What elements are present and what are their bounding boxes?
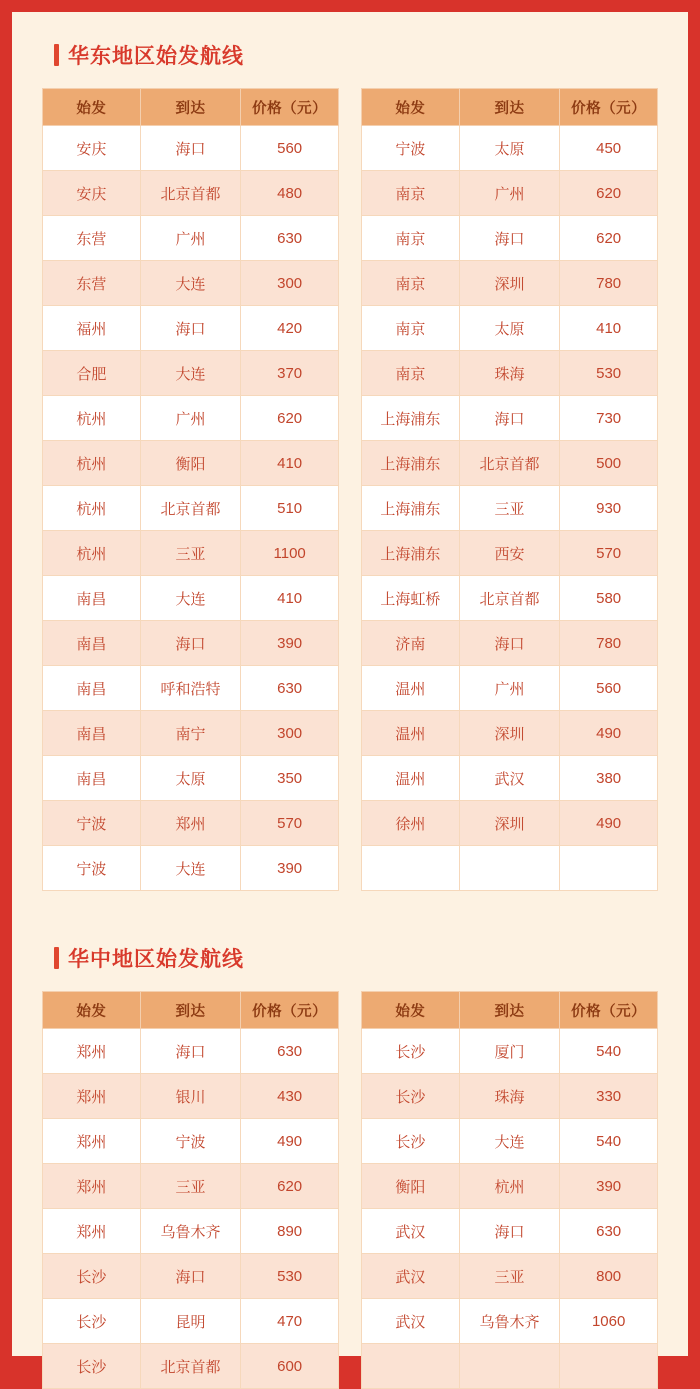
cell-to: 深圳 <box>459 261 560 306</box>
cell-price: 630 <box>241 666 339 711</box>
table-row <box>43 711 339 756</box>
section-central-china <box>42 943 658 1389</box>
table-row <box>43 531 339 576</box>
section-heading: 华东地区始发航线 <box>68 45 244 68</box>
cell-to <box>459 1344 560 1389</box>
cell-price: 410 <box>241 576 339 621</box>
column-header-from: 始发 <box>43 992 141 1029</box>
cell-price: 490 <box>560 801 658 846</box>
table-row <box>43 801 339 846</box>
cell-price: 570 <box>560 531 658 576</box>
cell-price: 530 <box>241 1254 339 1299</box>
table-row <box>43 1029 339 1074</box>
cell-from: 南京 <box>362 171 460 216</box>
cell-price: 890 <box>241 1209 339 1254</box>
table-row <box>43 261 339 306</box>
cell-from: 长沙 <box>362 1029 460 1074</box>
table-row <box>362 666 658 711</box>
table-row <box>43 1254 339 1299</box>
cell-to: 三亚 <box>140 531 241 576</box>
cell-to: 北京首都 <box>140 171 241 216</box>
cell-to: 海口 <box>140 621 241 666</box>
cell-to: 杭州 <box>459 1164 560 1209</box>
cell-price: 600 <box>241 1344 339 1389</box>
table-row <box>362 1029 658 1074</box>
cell-from: 长沙 <box>362 1074 460 1119</box>
cell-to: 太原 <box>459 126 560 171</box>
cell-to: 三亚 <box>140 1164 241 1209</box>
cell-to: 乌鲁木齐 <box>140 1209 241 1254</box>
cell-to: 银川 <box>140 1074 241 1119</box>
table-row <box>43 126 339 171</box>
table-row <box>362 486 658 531</box>
table-row <box>362 1254 658 1299</box>
table-row <box>362 576 658 621</box>
cell-from: 杭州 <box>43 396 141 441</box>
cell-from: 温州 <box>362 666 460 711</box>
cell-to: 广州 <box>459 666 560 711</box>
table-row <box>362 1209 658 1254</box>
section-east-china <box>42 40 658 891</box>
cell-price: 930 <box>560 486 658 531</box>
cell-from: 上海浦东 <box>362 441 460 486</box>
cell-to: 珠海 <box>459 1074 560 1119</box>
table-row <box>362 846 658 891</box>
cell-price: 570 <box>241 801 339 846</box>
cell-from: 宁波 <box>43 846 141 891</box>
table-row <box>43 171 339 216</box>
cell-to: 宁波 <box>140 1119 241 1164</box>
cell-from: 郑州 <box>43 1119 141 1164</box>
cell-from: 上海浦东 <box>362 396 460 441</box>
routes-table-central-right <box>361 991 658 1389</box>
cell-to: 大连 <box>459 1119 560 1164</box>
cell-from: 东营 <box>43 261 141 306</box>
cell-price: 390 <box>560 1164 658 1209</box>
cell-to: 海口 <box>140 1254 241 1299</box>
cell-to: 郑州 <box>140 801 241 846</box>
cell-from: 武汉 <box>362 1209 460 1254</box>
cell-from: 上海虹桥 <box>362 576 460 621</box>
table-header-row <box>362 992 658 1029</box>
cell-price: 390 <box>241 846 339 891</box>
cell-to: 呼和浩特 <box>140 666 241 711</box>
cell-to: 西安 <box>459 531 560 576</box>
cell-price: 380 <box>560 756 658 801</box>
cell-price: 410 <box>560 306 658 351</box>
cell-price: 330 <box>560 1074 658 1119</box>
cell-from: 长沙 <box>362 1119 460 1164</box>
cell-from: 南京 <box>362 261 460 306</box>
table-row <box>43 621 339 666</box>
table-row <box>362 1119 658 1164</box>
tables-east-china <box>42 88 658 891</box>
table-row <box>43 1299 339 1344</box>
cell-from: 武汉 <box>362 1254 460 1299</box>
cell-from: 武汉 <box>362 1299 460 1344</box>
cell-from: 安庆 <box>43 126 141 171</box>
column-header-price: 价格（元） <box>560 992 658 1029</box>
cell-to: 海口 <box>459 621 560 666</box>
cell-to: 海口 <box>459 1209 560 1254</box>
table-row <box>362 711 658 756</box>
cell-from: 上海浦东 <box>362 531 460 576</box>
cell-to: 太原 <box>140 756 241 801</box>
cell-price: 450 <box>560 126 658 171</box>
cell-from: 南京 <box>362 216 460 261</box>
column-header-price: 价格（元） <box>241 992 339 1029</box>
table-row <box>362 1074 658 1119</box>
column-header-from: 始发 <box>43 89 141 126</box>
column-header-price: 价格（元） <box>241 89 339 126</box>
column-header-to: 到达 <box>459 89 560 126</box>
table-row <box>362 621 658 666</box>
cell-to: 厦门 <box>459 1029 560 1074</box>
table-body-central-right <box>362 1029 658 1389</box>
cell-to: 大连 <box>140 261 241 306</box>
cell-from: 温州 <box>362 756 460 801</box>
column-header-to: 到达 <box>140 992 241 1029</box>
cell-from: 温州 <box>362 711 460 756</box>
cell-from: 东营 <box>43 216 141 261</box>
routes-table-central-left <box>42 991 339 1389</box>
cell-from: 长沙 <box>43 1254 141 1299</box>
table-row <box>43 216 339 261</box>
cell-from: 杭州 <box>43 531 141 576</box>
table-header-row <box>43 992 339 1029</box>
cell-to: 深圳 <box>459 711 560 756</box>
cell-price: 430 <box>241 1074 339 1119</box>
cell-to: 北京首都 <box>459 441 560 486</box>
cell-to: 广州 <box>140 396 241 441</box>
cell-to: 太原 <box>459 306 560 351</box>
cell-price: 300 <box>241 711 339 756</box>
section-title-central-china <box>54 943 658 973</box>
cell-from: 衡阳 <box>362 1164 460 1209</box>
column-header-to: 到达 <box>459 992 560 1029</box>
cell-from: 合肥 <box>43 351 141 396</box>
title-bar-icon <box>54 44 59 66</box>
cell-from: 南昌 <box>43 576 141 621</box>
cell-price: 370 <box>241 351 339 396</box>
routes-table-east-right <box>361 88 658 891</box>
cell-price: 490 <box>241 1119 339 1164</box>
cell-to: 大连 <box>140 576 241 621</box>
cell-price: 490 <box>560 711 658 756</box>
column-header-to: 到达 <box>140 89 241 126</box>
cell-price: 730 <box>560 396 658 441</box>
section-heading: 华中地区始发航线 <box>68 948 244 971</box>
cell-to: 北京首都 <box>459 576 560 621</box>
cell-to: 南宁 <box>140 711 241 756</box>
cell-from <box>362 846 460 891</box>
cell-to: 三亚 <box>459 1254 560 1299</box>
table-header-row <box>43 89 339 126</box>
table-row <box>362 1299 658 1344</box>
poster-panel <box>12 12 688 1376</box>
cell-from: 郑州 <box>43 1209 141 1254</box>
cell-price: 390 <box>241 621 339 666</box>
cell-to: 深圳 <box>459 801 560 846</box>
cell-from: 宁波 <box>43 801 141 846</box>
cell-from: 郑州 <box>43 1164 141 1209</box>
cell-price: 560 <box>241 126 339 171</box>
table-row <box>43 666 339 711</box>
cell-to: 大连 <box>140 846 241 891</box>
cell-to: 三亚 <box>459 486 560 531</box>
cell-price: 420 <box>241 306 339 351</box>
cell-price: 630 <box>560 1209 658 1254</box>
cell-to <box>459 846 560 891</box>
table-row <box>43 306 339 351</box>
table-row <box>43 486 339 531</box>
cell-to: 昆明 <box>140 1299 241 1344</box>
cell-from: 郑州 <box>43 1074 141 1119</box>
table-row <box>362 216 658 261</box>
cell-to: 海口 <box>459 396 560 441</box>
table-header-row <box>362 89 658 126</box>
cell-from: 徐州 <box>362 801 460 846</box>
section-title-east-china <box>54 40 658 70</box>
cell-price: 630 <box>241 1029 339 1074</box>
cell-price: 620 <box>241 396 339 441</box>
table-row <box>362 531 658 576</box>
cell-from <box>362 1344 460 1389</box>
column-header-from: 始发 <box>362 89 460 126</box>
cell-price: 630 <box>241 216 339 261</box>
table-row <box>43 1344 339 1389</box>
table-row <box>362 1164 658 1209</box>
table-row <box>43 441 339 486</box>
title-bar-icon <box>54 947 59 969</box>
cell-to: 武汉 <box>459 756 560 801</box>
cell-to: 北京首都 <box>140 486 241 531</box>
cell-from: 郑州 <box>43 1029 141 1074</box>
cell-from: 上海浦东 <box>362 486 460 531</box>
table-row <box>43 1074 339 1119</box>
cell-from: 杭州 <box>43 486 141 531</box>
table-row <box>362 126 658 171</box>
cell-price: 780 <box>560 261 658 306</box>
cell-price: 620 <box>560 171 658 216</box>
table-body-east-right <box>362 126 658 891</box>
cell-price: 300 <box>241 261 339 306</box>
cell-price: 620 <box>241 1164 339 1209</box>
table-row <box>43 1209 339 1254</box>
cell-price: 780 <box>560 621 658 666</box>
table-row <box>362 441 658 486</box>
cell-from: 安庆 <box>43 171 141 216</box>
table-row <box>362 756 658 801</box>
cell-from: 南京 <box>362 306 460 351</box>
cell-price: 620 <box>560 216 658 261</box>
cell-price: 580 <box>560 576 658 621</box>
table-row <box>43 351 339 396</box>
column-header-from: 始发 <box>362 992 460 1029</box>
table-row <box>43 846 339 891</box>
table-row <box>43 1119 339 1164</box>
cell-price: 530 <box>560 351 658 396</box>
table-row <box>43 396 339 441</box>
cell-to: 海口 <box>459 216 560 261</box>
cell-price: 350 <box>241 756 339 801</box>
cell-price <box>560 846 658 891</box>
cell-from: 南昌 <box>43 711 141 756</box>
cell-price: 510 <box>241 486 339 531</box>
cell-price <box>560 1344 658 1389</box>
cell-price: 800 <box>560 1254 658 1299</box>
cell-price: 410 <box>241 441 339 486</box>
routes-table-east-left <box>42 88 339 891</box>
cell-to: 海口 <box>140 1029 241 1074</box>
cell-from: 南昌 <box>43 756 141 801</box>
cell-price: 480 <box>241 171 339 216</box>
table-row <box>43 576 339 621</box>
cell-price: 470 <box>241 1299 339 1344</box>
cell-from: 福州 <box>43 306 141 351</box>
cell-price: 540 <box>560 1119 658 1164</box>
cell-to: 大连 <box>140 351 241 396</box>
cell-from: 南昌 <box>43 621 141 666</box>
cell-to: 珠海 <box>459 351 560 396</box>
cell-price: 1100 <box>241 531 339 576</box>
cell-price: 540 <box>560 1029 658 1074</box>
column-header-price: 价格（元） <box>560 89 658 126</box>
table-row <box>362 801 658 846</box>
table-body-central-left <box>43 1029 339 1389</box>
cell-to: 乌鲁木齐 <box>459 1299 560 1344</box>
cell-from: 长沙 <box>43 1299 141 1344</box>
cell-from: 长沙 <box>43 1344 141 1389</box>
table-row <box>362 306 658 351</box>
cell-from: 宁波 <box>362 126 460 171</box>
table-row <box>362 171 658 216</box>
table-row <box>43 756 339 801</box>
cell-price: 560 <box>560 666 658 711</box>
cell-from: 济南 <box>362 621 460 666</box>
cell-to: 广州 <box>459 171 560 216</box>
cell-from: 杭州 <box>43 441 141 486</box>
cell-to: 广州 <box>140 216 241 261</box>
cell-to: 海口 <box>140 306 241 351</box>
table-row <box>362 396 658 441</box>
cell-to: 海口 <box>140 126 241 171</box>
table-row <box>362 351 658 396</box>
cell-from: 南京 <box>362 351 460 396</box>
table-row <box>362 1344 658 1389</box>
cell-from: 南昌 <box>43 666 141 711</box>
table-body-east-left <box>43 126 339 891</box>
table-row <box>362 261 658 306</box>
cell-to: 衡阳 <box>140 441 241 486</box>
tables-central-china <box>42 991 658 1389</box>
cell-price: 500 <box>560 441 658 486</box>
table-row <box>43 1164 339 1209</box>
cell-price: 1060 <box>560 1299 658 1344</box>
cell-to: 北京首都 <box>140 1344 241 1389</box>
